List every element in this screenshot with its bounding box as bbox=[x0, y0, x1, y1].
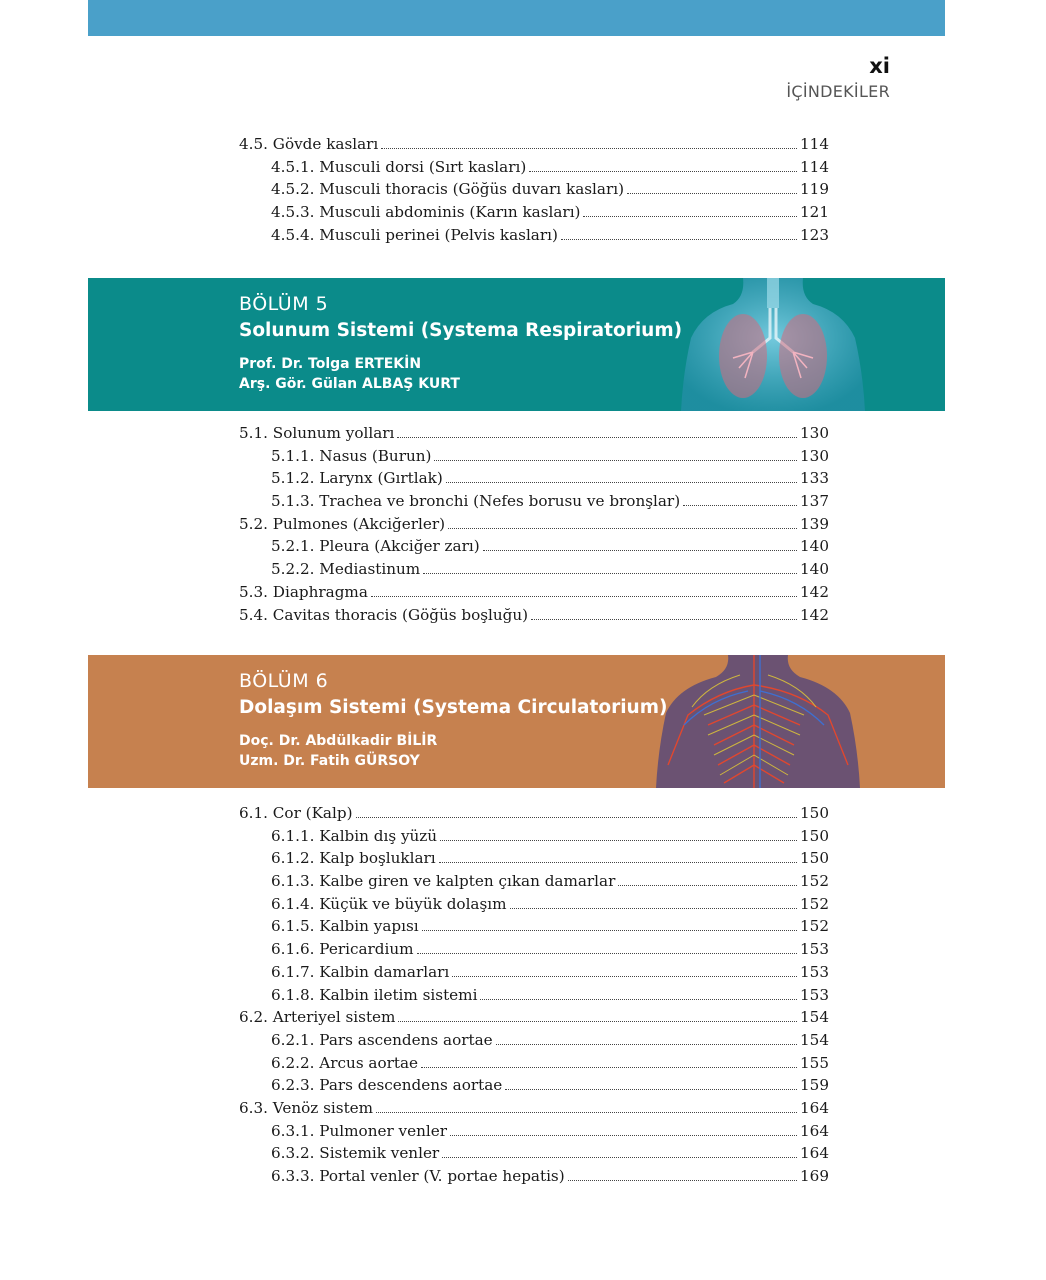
toc-entry-title: 4.5.2. Musculi thoracis (Göğüs duvarı kasları) bbox=[271, 180, 624, 199]
chapter-6-banner[interactable] bbox=[88, 655, 945, 788]
chapter-title: Solunum Sistemi (Systema Respiratorium) bbox=[239, 320, 683, 341]
toc-entry-page: 140 bbox=[800, 537, 829, 556]
toc-entry[interactable] bbox=[239, 133, 829, 156]
toc-entry[interactable] bbox=[239, 558, 829, 581]
dot-leader bbox=[618, 885, 797, 886]
toc-entry-title: 6.2.1. Pars ascendens aortae bbox=[271, 1030, 493, 1049]
dot-leader bbox=[356, 817, 798, 818]
toc-entry-page: 114 bbox=[800, 157, 829, 176]
toc-entry[interactable] bbox=[239, 802, 829, 825]
toc-entry-title: 6.3.3. Portal venler (V. portae hepatis) bbox=[271, 1167, 565, 1185]
toc-entry[interactable] bbox=[239, 961, 829, 984]
toc-entry-page: 154 bbox=[800, 1030, 829, 1049]
toc-entry[interactable] bbox=[239, 156, 829, 179]
dot-leader bbox=[434, 460, 797, 461]
toc-entry-page: 152 bbox=[800, 917, 829, 936]
toc-entry[interactable] bbox=[239, 870, 829, 893]
chapter-author: Uzm. Dr. Fatih GÜRSOY bbox=[239, 753, 420, 769]
toc-entry[interactable] bbox=[239, 201, 829, 224]
circulatory-system-illustration bbox=[648, 655, 868, 788]
dot-leader bbox=[568, 1180, 797, 1181]
dot-leader bbox=[496, 1044, 797, 1045]
toc-entry-page: 164 bbox=[800, 1121, 829, 1140]
dot-leader bbox=[422, 930, 797, 931]
toc-entry[interactable] bbox=[239, 893, 829, 916]
toc-entry-page: 153 bbox=[800, 962, 829, 981]
toc-entry-page: 139 bbox=[800, 514, 829, 533]
dot-leader bbox=[376, 1112, 797, 1113]
dot-leader bbox=[480, 999, 797, 1000]
toc-entry-page: 119 bbox=[800, 180, 829, 199]
dot-leader bbox=[627, 193, 797, 194]
toc-entry[interactable] bbox=[239, 984, 829, 1007]
toc-entry-page: 153 bbox=[800, 940, 829, 959]
toc-section-4 bbox=[239, 133, 829, 246]
toc-entry-page: 142 bbox=[800, 582, 829, 601]
page-number: xi bbox=[869, 54, 890, 78]
dot-leader bbox=[529, 171, 797, 172]
toc-entry-page: 137 bbox=[800, 492, 829, 511]
dot-leader bbox=[417, 953, 797, 954]
toc-entry-title: 6.1.2. Kalp boşlukları bbox=[271, 849, 436, 868]
dot-leader bbox=[450, 1135, 797, 1136]
toc-entry-page: 150 bbox=[800, 804, 829, 822]
toc-entry-title: 5.1. Solunum yolları bbox=[239, 424, 395, 442]
toc-entry-title: 4.5.3. Musculi abdominis (Karın kasları) bbox=[271, 203, 581, 222]
dot-leader bbox=[583, 216, 797, 217]
dot-leader bbox=[398, 1021, 797, 1022]
toc-entry-page: 121 bbox=[800, 203, 829, 222]
dot-leader bbox=[381, 148, 797, 149]
dot-leader bbox=[440, 840, 797, 841]
toc-entry-page: 152 bbox=[800, 872, 829, 891]
toc-entry-title: 6.3.2. Sistemik venler bbox=[271, 1144, 440, 1163]
toc-entry-page: 114 bbox=[800, 135, 829, 153]
toc-entry[interactable] bbox=[239, 1006, 829, 1029]
toc-entry-page: 130 bbox=[800, 446, 829, 465]
toc-entry-page: 130 bbox=[800, 424, 829, 442]
toc-entry[interactable] bbox=[239, 604, 829, 627]
toc-entry[interactable] bbox=[239, 938, 829, 961]
toc-entry[interactable] bbox=[239, 178, 829, 201]
toc-entry-title: 6.2.2. Arcus aortae bbox=[271, 1053, 419, 1072]
toc-entry-page: 150 bbox=[800, 849, 829, 868]
toc-entry[interactable] bbox=[239, 445, 829, 468]
toc-entry-title: 5.2. Pulmones (Akciğerler) bbox=[239, 514, 446, 533]
toc-entry-title: 4.5. Gövde kasları bbox=[239, 135, 379, 153]
dot-leader bbox=[531, 619, 797, 620]
chapter-5-banner[interactable] bbox=[88, 278, 945, 411]
dot-leader bbox=[505, 1089, 797, 1090]
chapter-number: BÖLÜM 5 bbox=[239, 293, 329, 315]
dot-leader bbox=[442, 1157, 797, 1158]
dot-leader bbox=[371, 596, 797, 597]
running-head: İÇİNDEKİLER bbox=[786, 82, 890, 101]
toc-chapter-5 bbox=[239, 422, 829, 626]
toc-entry-page: 150 bbox=[800, 826, 829, 845]
dot-leader bbox=[683, 505, 797, 506]
toc-entry-page: 169 bbox=[800, 1167, 829, 1185]
toc-entry-title: 5.2.1. Pleura (Akciğer zarı) bbox=[271, 537, 480, 556]
toc-entry[interactable] bbox=[239, 513, 829, 536]
toc-entry-title: 6.1.6. Pericardium bbox=[271, 940, 414, 959]
toc-entry-page: 133 bbox=[800, 469, 829, 488]
chapter-number: BÖLÜM 6 bbox=[239, 670, 329, 692]
top-color-bar bbox=[88, 0, 945, 36]
toc-entry-title: 5.3. Diaphragma bbox=[239, 582, 368, 601]
toc-entry[interactable] bbox=[239, 1097, 829, 1120]
toc-entry-page: 159 bbox=[800, 1076, 829, 1095]
toc-entry-page: 123 bbox=[800, 225, 829, 244]
chapter-author: Doç. Dr. Abdülkadir BİLİR bbox=[239, 733, 438, 749]
lungs-illustration bbox=[673, 278, 873, 411]
toc-entry-page: 142 bbox=[800, 605, 829, 624]
dot-leader bbox=[421, 1067, 797, 1068]
dot-leader bbox=[510, 908, 797, 909]
toc-entry[interactable] bbox=[239, 535, 829, 558]
chapter-author: Arş. Gör. Gülan ALBAŞ KURT bbox=[239, 376, 460, 392]
toc-entry-title: 5.2.2. Mediastinum bbox=[271, 560, 421, 579]
toc-entry-page: 140 bbox=[800, 560, 829, 579]
toc-entry[interactable] bbox=[239, 467, 829, 490]
toc-entry-title: 6.1.5. Kalbin yapısı bbox=[271, 917, 419, 936]
toc-entry-page: 164 bbox=[800, 1144, 829, 1163]
toc-entry[interactable] bbox=[239, 847, 829, 870]
toc-entry[interactable] bbox=[239, 1165, 829, 1188]
toc-entry-title: 6.3.1. Pulmoner venler bbox=[271, 1121, 448, 1140]
toc-entry-title: 6.1.7. Kalbin damarları bbox=[271, 962, 450, 981]
toc-entry-page: 154 bbox=[800, 1008, 829, 1027]
toc-entry-title: 6.1.8. Kalbin iletim sistemi bbox=[271, 985, 478, 1004]
dot-leader bbox=[561, 239, 797, 240]
toc-entry-title: 6.1. Cor (Kalp) bbox=[239, 804, 353, 822]
toc-entry[interactable] bbox=[239, 825, 829, 848]
chapter-title: Dolaşım Sistemi (Systema Circulatorium) bbox=[239, 697, 668, 718]
dot-leader bbox=[448, 528, 797, 529]
toc-entry-title: 4.5.1. Musculi dorsi (Sırt kasları) bbox=[271, 157, 527, 176]
toc-entry-page: 155 bbox=[800, 1053, 829, 1072]
toc-entry[interactable] bbox=[239, 1142, 829, 1165]
toc-entry-title: 6.2.3. Pars descendens aortae bbox=[271, 1076, 503, 1095]
toc-entry-title: 6.3. Venöz sistem bbox=[239, 1098, 374, 1117]
dot-leader bbox=[452, 976, 797, 977]
dot-leader bbox=[483, 550, 797, 551]
dot-leader bbox=[439, 862, 797, 863]
toc-entry-title: 6.1.3. Kalbe giren ve kalpten çıkan damarlar bbox=[271, 872, 616, 891]
toc-entry-title: 6.1.4. Küçük ve büyük dolaşım bbox=[271, 894, 507, 913]
toc-entry-title: 6.1.1. Kalbin dış yüzü bbox=[271, 826, 438, 845]
dot-leader bbox=[397, 437, 797, 438]
toc-entry[interactable] bbox=[239, 1074, 829, 1097]
chapter-author: Prof. Dr. Tolga ERTEKİN bbox=[239, 356, 422, 372]
toc-entry-title: 5.1.2. Larynx (Gırtlak) bbox=[271, 469, 443, 488]
toc-entry[interactable] bbox=[239, 1052, 829, 1075]
toc-entry[interactable] bbox=[239, 224, 829, 247]
toc-entry[interactable] bbox=[239, 581, 829, 604]
toc-entry[interactable] bbox=[239, 1029, 829, 1052]
toc-entry-title: 5.1.3. Trachea ve bronchi (Nefes borusu ve bronşlar) bbox=[271, 492, 681, 511]
toc-entry[interactable] bbox=[239, 915, 829, 938]
toc-entry[interactable] bbox=[239, 422, 829, 445]
toc-entry-title: 5.4. Cavitas thoracis (Göğüs boşluğu) bbox=[239, 605, 529, 624]
toc-entry-title: 5.1.1. Nasus (Burun) bbox=[271, 446, 432, 465]
toc-entry[interactable] bbox=[239, 490, 829, 513]
dot-leader bbox=[446, 482, 797, 483]
toc-entry-page: 152 bbox=[800, 894, 829, 913]
toc-entry-page: 153 bbox=[800, 985, 829, 1004]
toc-chapter-6 bbox=[239, 802, 829, 1188]
toc-entry-title: 6.2. Arteriyel sistem bbox=[239, 1008, 396, 1027]
toc-entry-page: 164 bbox=[800, 1098, 829, 1117]
dot-leader bbox=[423, 573, 797, 574]
toc-entry-title: 4.5.4. Musculi perinei (Pelvis kasları) bbox=[271, 225, 558, 244]
toc-entry[interactable] bbox=[239, 1120, 829, 1143]
